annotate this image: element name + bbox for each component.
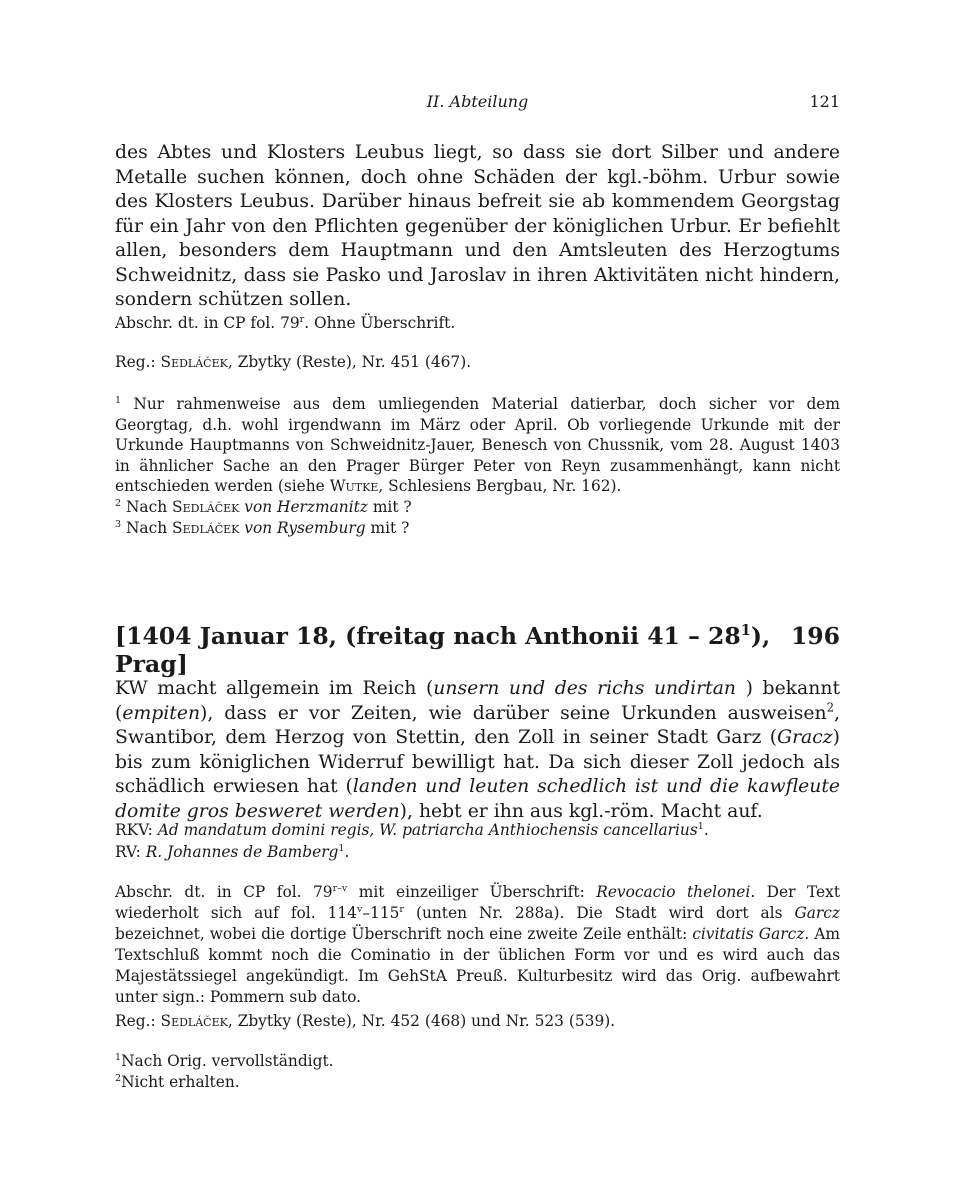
- entry-rkv: RKV: Ad mandatum domini regis, W. patriarcha Anthiochensis cancellarius$^1$.: [115, 820, 709, 839]
- page-number: 121: [809, 92, 840, 111]
- entry-number: 196: [790, 622, 840, 650]
- entry-rv: RV: R. Johannes de Bamberg$^1$.: [115, 842, 350, 861]
- continuation-regest-reference: Reg.: Sedláček, Zbytky (Reste), Nr. 451 (467).: [115, 353, 472, 371]
- entry-abschrift: Abschr. dt. in CP fol. 79$^{r-v}$ mit einzeiliger Überschrift: Revocacio thelonei. Der Text wiederholt sich auf fol. 114$^v$–115$^r$ (unten Nr. 288a). Die Stadt wird dort als Garcz bezeichnet, wobei die dortige Überschrift noch eine zweite Zeile enthält: civitatis Garcz. Am Textschluß kommt noch die Cominatio in der üblichen Form vor und es wird auch das Majestätssiegel angekündigt. Im GehStA Preuß. Kulturbesitz wird das Orig. aufbewahrt unter sign.: Pommern sub dato.: [115, 882, 841, 1006]
- author-name: Sedláček: [172, 519, 240, 537]
- author-name: Sedláček: [160, 1012, 228, 1030]
- author-name: Sedláček: [172, 498, 240, 516]
- author-name: Sedláček: [160, 353, 228, 371]
- entry-footnote-1: $^1$Nach Orig. vervollständigt.: [115, 1051, 334, 1070]
- entry-heading: [115, 622, 840, 678]
- continuation-abschrift: Abschr. dt. in CP fol. 79$^r$. Ohne Überschrift.: [115, 313, 456, 332]
- footnote-2: $^2$ Nach Sedláček von Herzmanitz mit ?: [115, 497, 412, 516]
- footnote-3: $^3$ Nach Sedláček von Rysemburg mit ?: [115, 518, 410, 537]
- footnote-1: $^1$ Nur rahmenweise aus dem umliegenden Material datierbar, doch sicher vor dem Georgtag, d.h. wohl irgendwann im März oder April. Ob vorliegende Urkunde mit der Urkunde Hauptmanns von Schweidnitz-Jauer, Benesch von Chussnik, vom 28. August 1403 in ähnlicher Sache an den Prager Bürger Peter von Reyn zusammenhängt, kann nicht entschieden werden (siehe Wutke, Schlesiens Bergbau, Nr. 162).: [115, 394, 840, 495]
- author-name: Wutke: [329, 477, 379, 495]
- entry-regest: KW macht allgemein im Reich (unsern und des richs undirtan ) bekannt (empiten), dass er vor Zeiten, wie darüber seine Urkunden ausweisen$^2$, Swantibor, dem Herzog von Stettin, den Zoll in seiner Stadt Garz (Gracz) bis zum königlichen Widerruf bewilligt hat. Da sich dieser Zoll jedoch als schädlich erwiesen hat (landen und leuten schedlich ist und die kawfleute domite gros besweret werden), hebt er ihn aus kgl.-röm. Macht auf.: [115, 678, 840, 822]
- running-head: [115, 92, 840, 114]
- entry-date: [1404 Januar 18, (freitag nach Anthonii $41 - 28^1$), Prag]: [115, 622, 771, 678]
- entry-footnote-2: $^2$Nicht erhalten.: [115, 1072, 240, 1091]
- entry-regest-reference: Reg.: Sedláček, Zbytky (Reste), Nr. 452 (468) und Nr. 523 (539).: [115, 1012, 616, 1030]
- continuation-paragraph: des Abtes und Klosters Leubus liegt, so dass sie dort Silber und andere Metalle suchen können, doch ohne Schäden der kgl.-böhm. Urbur sowie des Klosters Leubus. Darüber hinaus befreit sie ab kommendem Georgstag für ein Jahr von den Pflichten gegenüber der königlichen Urbur. Er befiehlt allen, besonders dem Hauptmann und den Amtsleuten des Herzogtums Schweidnitz, dass sie Pasko und Jaroslav in ihren Aktivitäten nicht hindern, sondern schützen sollen.: [115, 142, 840, 310]
- running-title: II. Abteilung: [426, 92, 529, 111]
